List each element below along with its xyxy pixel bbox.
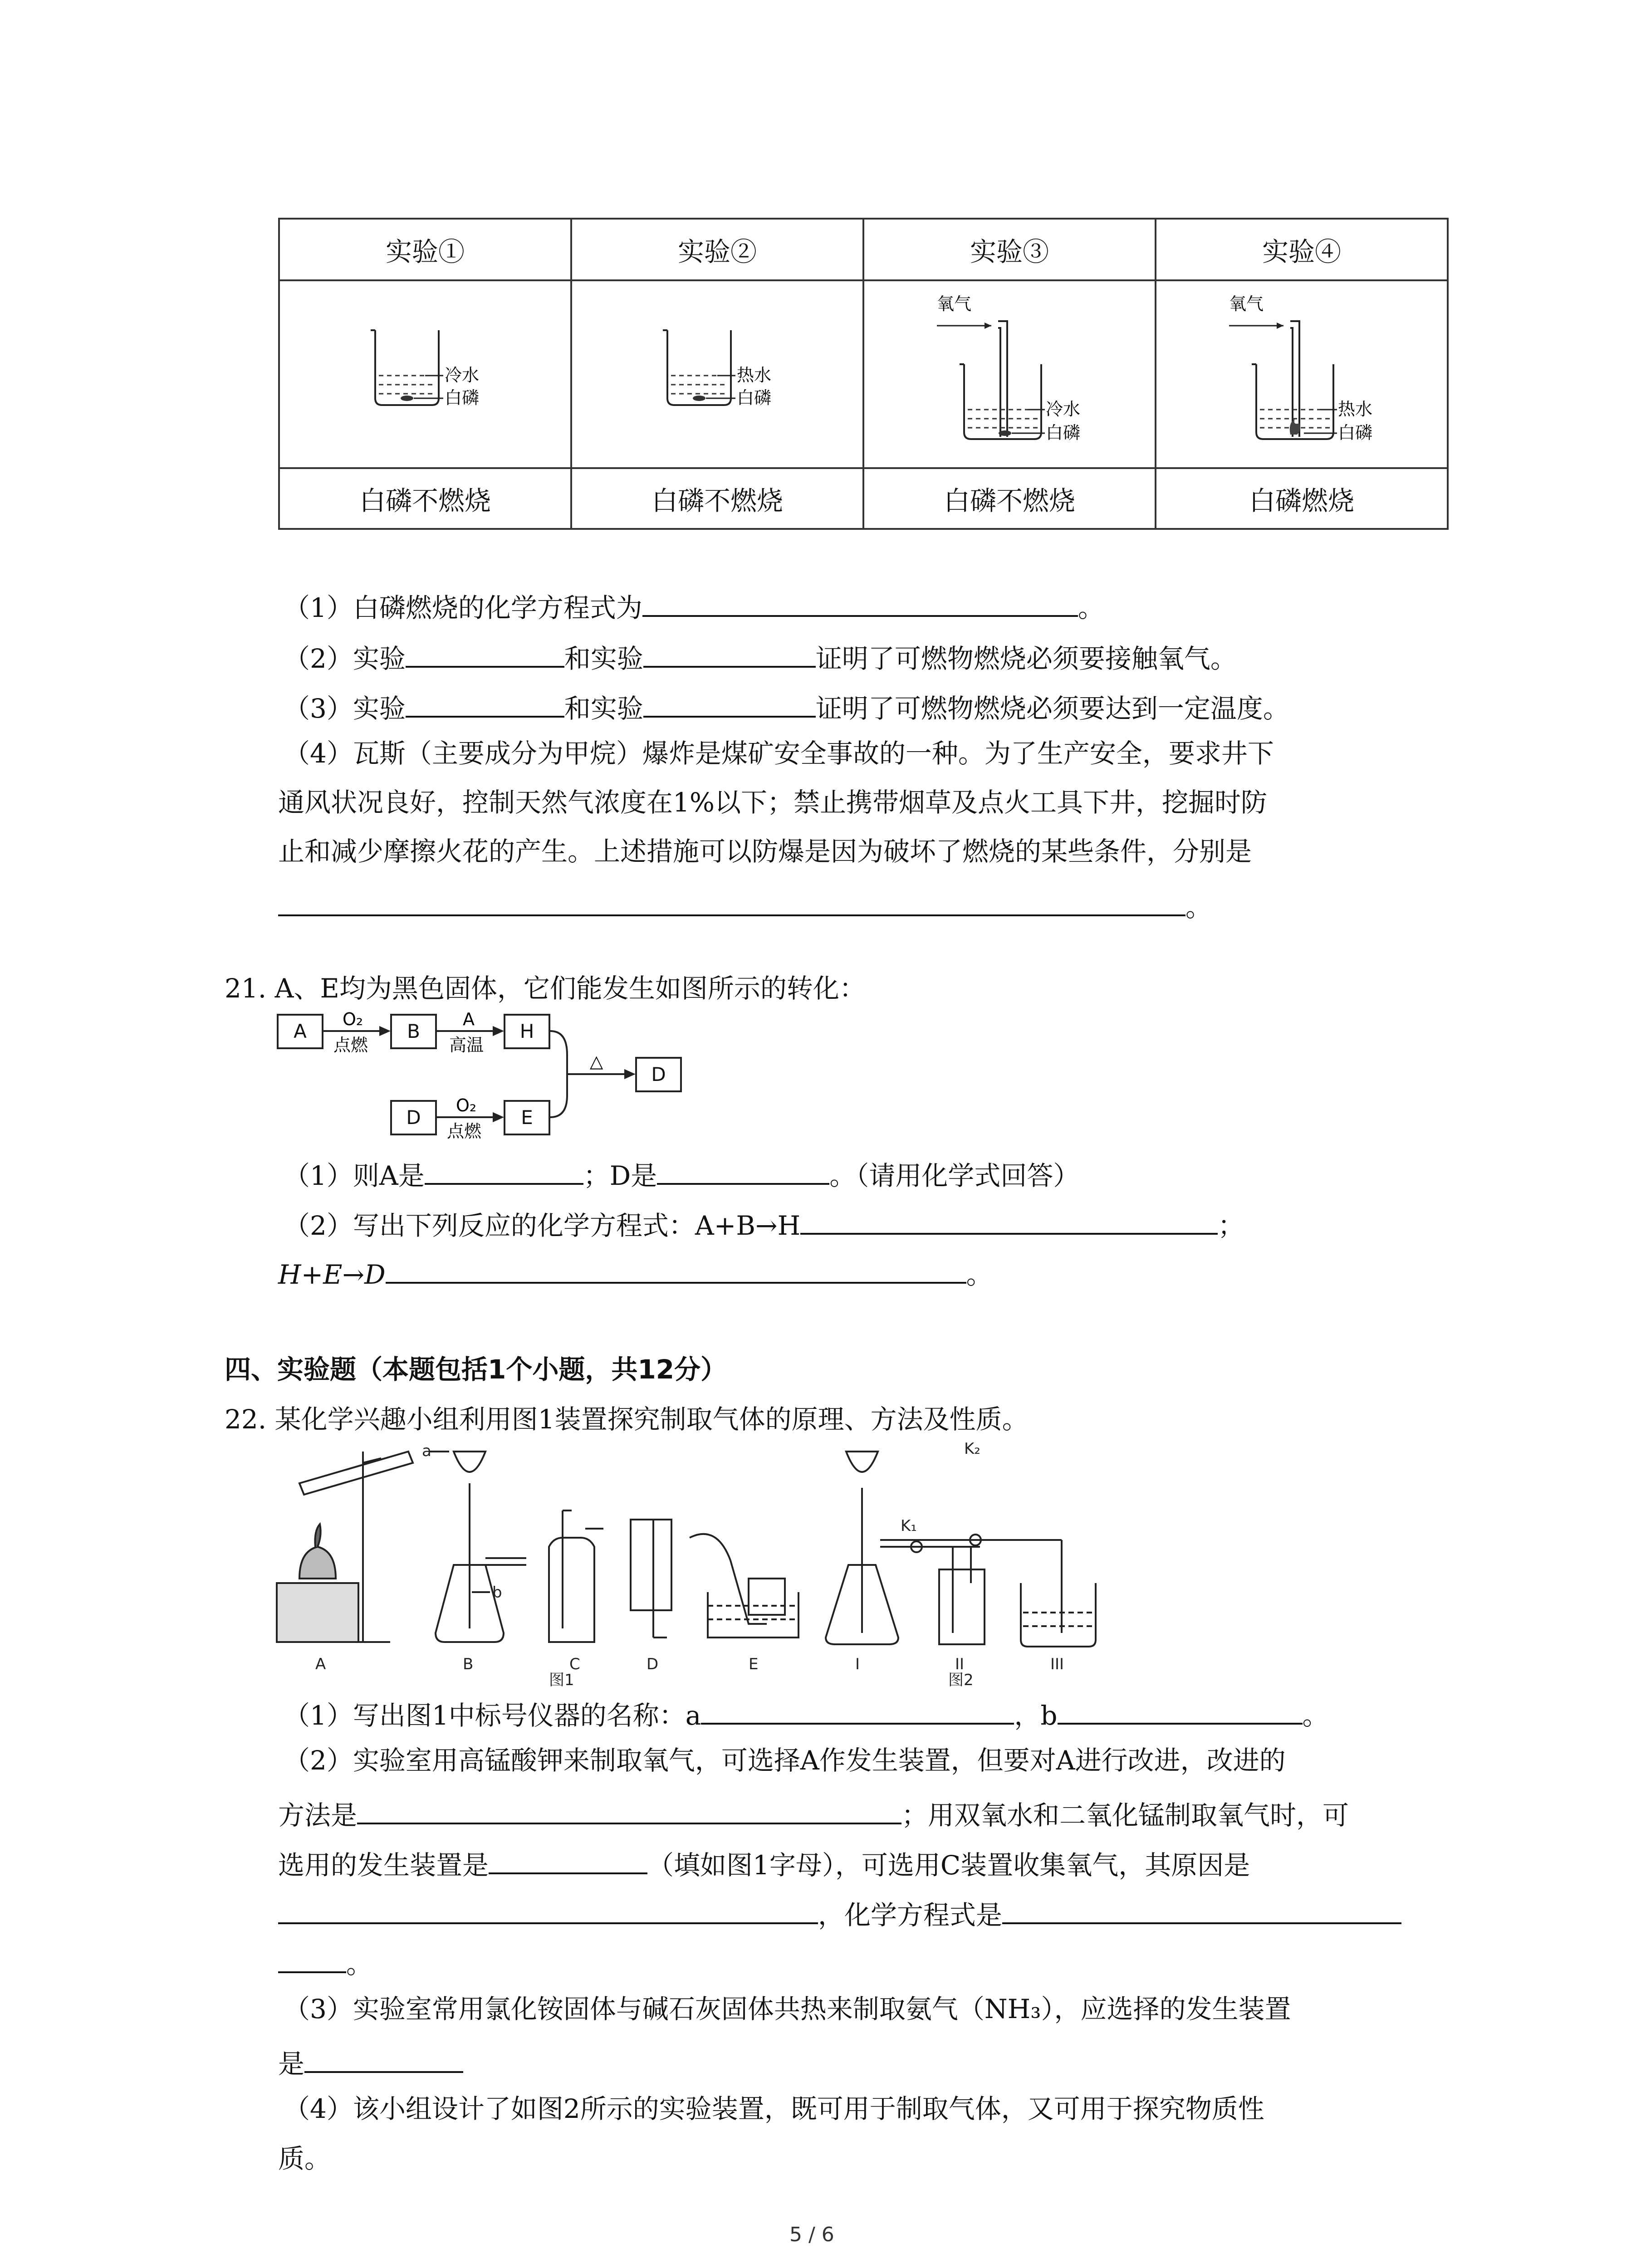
- answer-blank[interactable]: [1058, 1697, 1303, 1725]
- answer-blank[interactable]: [701, 1697, 1014, 1725]
- flame-icon: [315, 1524, 320, 1547]
- answer-blank[interactable]: [406, 690, 564, 718]
- alcohol-lamp-icon: [299, 1547, 336, 1579]
- answer-blank[interactable]: [657, 1158, 829, 1185]
- beaker-cell-2: [571, 280, 863, 468]
- o2-label: O₂: [456, 1095, 477, 1115]
- table-result-3: 白磷不燃烧: [863, 468, 1156, 529]
- beaker-hot-water-illustration: [649, 312, 785, 430]
- delivery-tube-icon: [690, 1534, 730, 1560]
- q22-part2-line5: 。: [278, 1946, 372, 1977]
- a-reactant-label: A: [463, 1009, 475, 1029]
- answer-blank[interactable]: [1002, 1897, 1401, 1924]
- q22-part2-line2: 方法是 ；用双氧水和二氧化锰制取氧气时，可: [278, 1797, 1349, 1828]
- diagram-box-h: H: [504, 1014, 550, 1049]
- collection-bottle-icon: [749, 1579, 785, 1615]
- q20-part1: （1）白磷燃烧的化学方程式为 。: [284, 590, 1104, 621]
- q20-part4-line4: 。: [278, 889, 1212, 920]
- apparatus-figure: [272, 1433, 1161, 1687]
- beaker-iii-icon: [1021, 1583, 1096, 1647]
- white-phosphorus-label: 白磷: [1338, 423, 1373, 443]
- answer-blank[interactable]: [643, 690, 816, 718]
- high-temp-label: 高温: [449, 1035, 484, 1055]
- fig1-label-b: B: [463, 1655, 474, 1673]
- answer-blank[interactable]: [386, 1256, 966, 1284]
- q21-part2-line2: H+E→D 。: [278, 1256, 993, 1288]
- diagram-box-d-start: D: [390, 1100, 437, 1135]
- answer-blank[interactable]: [278, 889, 1185, 916]
- answer-blank[interactable]: [304, 2046, 463, 2073]
- table-result-4: 白磷燃烧: [1156, 468, 1448, 529]
- answer-blank[interactable]: [278, 1897, 818, 1924]
- q20-part4-line2: 通风状况良好，控制天然气浓度在1%以下；禁止携带烟草及点火工具下井，挖掘时防: [278, 787, 1268, 818]
- q21-part2: （2）写出下列反应的化学方程式：A+B→H ；: [284, 1207, 1244, 1239]
- page-number: 5 / 6: [789, 2223, 834, 2246]
- fig2-mark-k2: K₂: [964, 1440, 980, 1458]
- oxygen-label: 氧气: [937, 294, 972, 314]
- beaker-oxygen-cold-water-illustration: [928, 287, 1091, 455]
- fig1-mark-b: b: [492, 1584, 502, 1602]
- q20-part4-line3: 止和减少摩擦火花的产生。上述措施可以防爆是因为破坏了燃烧的某些条件，分别是: [278, 836, 1252, 867]
- o2-label: O₂: [343, 1009, 363, 1029]
- white-phosphorus-label: 白磷: [1046, 423, 1081, 443]
- beaker-oxygen-hot-water-illustration: [1220, 287, 1383, 455]
- q21-transformation-diagram: [277, 1009, 730, 1145]
- q20-part4-line1: （4）瓦斯（主要成分为甲烷）爆炸是煤矿安全事故的一种。为了生产安全，要求井下: [284, 738, 1274, 769]
- hot-water-label: 热水: [1338, 399, 1373, 419]
- cold-water-label: 冷水: [445, 365, 480, 385]
- heat-label: △: [590, 1051, 603, 1071]
- fig2-mark-k1: K₁: [901, 1517, 917, 1535]
- inverted-bottle-icon: [631, 1520, 671, 1610]
- fig2-caption: 图2: [948, 1671, 974, 1687]
- q20-part3: （3）实验 和实验 证明了可燃物燃烧必须要达到一定温度。: [284, 690, 1289, 722]
- q20-part2: （2）实验 和实验 证明了可燃物燃烧必须要接触氧气。: [284, 640, 1237, 672]
- long-neck-funnel-icon: [454, 1452, 485, 1472]
- fig1-mark-a: a: [422, 1442, 431, 1460]
- q22-part3-line1: （3）实验室常用氯化铵固体与碱石灰固体共热来制取氨气（NH₃），应选择的发生装置: [284, 1994, 1291, 2024]
- q22-part2-line4: ，化学方程式是: [278, 1897, 1401, 1928]
- diagram-box-e: E: [504, 1100, 550, 1135]
- beaker-cell-4: [1156, 280, 1448, 468]
- fig1-label-e: E: [749, 1655, 759, 1673]
- gas-bottle-icon: [549, 1538, 594, 1642]
- fig2-label-iii: III: [1050, 1655, 1064, 1673]
- ignite-label: 点燃: [447, 1121, 482, 1141]
- diagram-arrows: [277, 1009, 730, 1145]
- q22-part2-line3: 选用的发生装置是 （填如图1字母），可选用C装置收集氧气，其原因是: [278, 1847, 1250, 1878]
- bottle-ii-icon: [939, 1569, 985, 1644]
- table-header-2: 实验②: [571, 219, 863, 280]
- q22-part2-line1: （2）实验室用高锰酸钾来制取氧气，可选择A作发生装置，但要对A进行改进，改进的: [284, 1745, 1286, 1776]
- hot-water-label: 热水: [737, 365, 772, 385]
- beaker-cell-1: [279, 280, 571, 468]
- table-result-1: 白磷不燃烧: [279, 468, 571, 529]
- fig1-caption: 图1: [549, 1671, 574, 1687]
- diagram-box-a: A: [277, 1014, 323, 1049]
- cold-water-label: 冷水: [1046, 399, 1081, 419]
- diagram-box-b: B: [390, 1014, 437, 1049]
- experiment-table: [278, 218, 1449, 530]
- fig1-label-d: D: [647, 1655, 659, 1673]
- wood-block-icon: [277, 1583, 358, 1642]
- test-tube-icon: [299, 1452, 413, 1495]
- q22-stem: 22. 某化学兴趣小组利用图1装置探究制取气体的原理、方法及性质。: [225, 1404, 1029, 1435]
- beaker-cold-water-illustration: [357, 312, 493, 430]
- q22-part4-line1: （4）该小组设计了如图2所示的实验装置，既可用于制取气体，又可用于探究物质性: [284, 2093, 1264, 2124]
- table-header-1: 实验①: [279, 219, 571, 280]
- answer-blank[interactable]: [278, 1946, 346, 1973]
- table-header-3: 实验③: [863, 219, 1156, 280]
- answer-blank[interactable]: [357, 1797, 901, 1824]
- q22-part3-line2: 是: [278, 2046, 463, 2077]
- table-header-4: 实验④: [1156, 219, 1448, 280]
- section-title: 四、实验题（本题包括1个小题，共12分）: [225, 1354, 727, 1385]
- answer-blank[interactable]: [643, 640, 816, 668]
- fig1-label-c: C: [569, 1655, 580, 1673]
- fig2-label-ii: II: [955, 1655, 965, 1673]
- oxygen-label: 氧气: [1229, 294, 1264, 314]
- fig1-label-a: A: [315, 1655, 326, 1673]
- table-result-2: 白磷不燃烧: [571, 468, 863, 529]
- answer-blank[interactable]: [642, 590, 1078, 617]
- q21-part1: （1）则A是 ；D是 。（请用化学式回答）: [284, 1158, 1079, 1189]
- answer-blank[interactable]: [425, 1158, 583, 1185]
- ignite-label: 点燃: [333, 1035, 368, 1055]
- diagram-box-d-end: D: [635, 1057, 682, 1092]
- fig2-label-i: I: [855, 1655, 860, 1673]
- q22-part4-line2: 质。: [278, 2143, 331, 2174]
- white-phosphorus-label: 白磷: [445, 388, 480, 408]
- white-phosphorus-label: 白磷: [737, 388, 772, 408]
- answer-blank[interactable]: [800, 1207, 1218, 1235]
- answer-blank[interactable]: [406, 640, 564, 668]
- answer-blank[interactable]: [489, 1847, 647, 1874]
- q21-stem: 21. A、E均为黑色固体，它们能发生如图所示的转化：: [225, 973, 866, 1004]
- beaker-cell-3: [863, 280, 1156, 468]
- q22-part1: （1）写出图1中标号仪器的名称：a ，b 。: [284, 1697, 1329, 1729]
- funnel-i-icon: [846, 1452, 878, 1472]
